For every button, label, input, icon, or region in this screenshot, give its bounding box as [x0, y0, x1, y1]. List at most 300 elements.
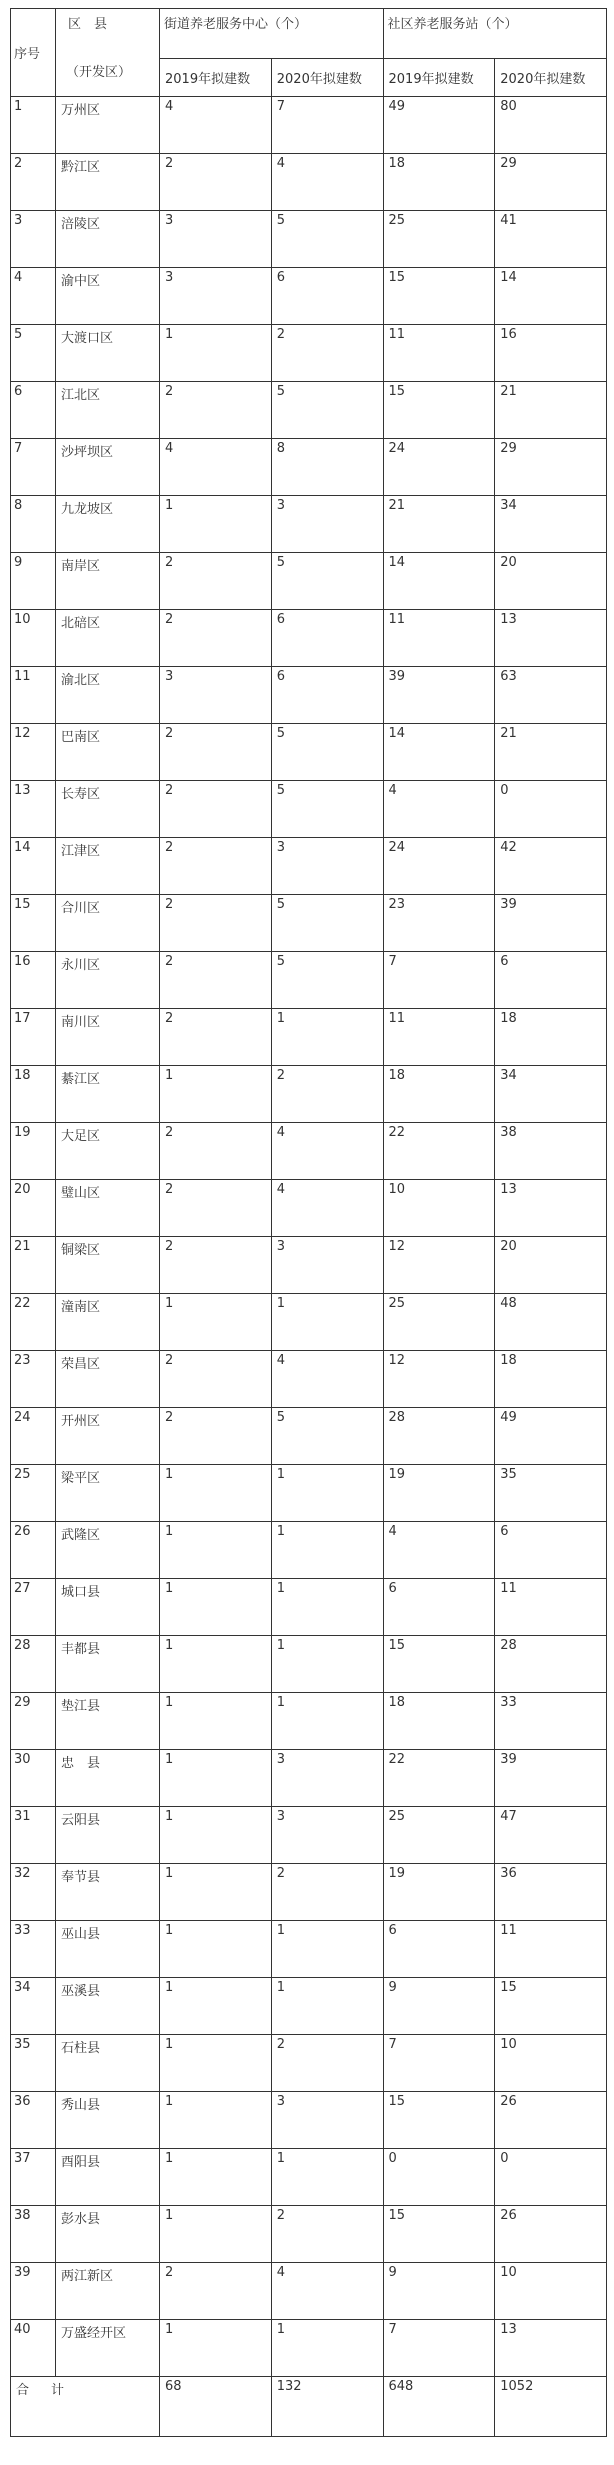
street-2020-cell: 4: [271, 1351, 383, 1408]
street-2019-cell: 1: [160, 1066, 272, 1123]
row-district-cell: 合川区: [56, 895, 160, 952]
community-2019-cell: 19: [383, 1864, 495, 1921]
street-2019-cell: 2: [160, 1351, 272, 1408]
row-district-cell: 两江新区: [56, 2263, 160, 2320]
total-community-2019: 648: [383, 2377, 495, 2437]
row-seq-cell: 38: [11, 2206, 56, 2263]
community-2019-header: 2019年拟建数: [383, 59, 495, 97]
street-2020-cell: 1: [271, 1522, 383, 1579]
row-district-cell: 开州区: [56, 1408, 160, 1465]
street-2020-cell: 8: [271, 439, 383, 496]
table-row: [11, 781, 607, 838]
table-row: [11, 1123, 607, 1180]
community-2019-cell: 11: [383, 610, 495, 667]
row-seq-cell: 20: [11, 1180, 56, 1237]
street-2020-cell: 5: [271, 895, 383, 952]
street-2019-cell: 1: [160, 1294, 272, 1351]
street-2020-cell: 1: [271, 2320, 383, 2377]
community-2019-cell: 25: [383, 211, 495, 268]
community-2019-cell: 24: [383, 838, 495, 895]
community-2020-cell: 34: [495, 496, 607, 553]
street-2020-cell: 1: [271, 1636, 383, 1693]
community-2020-cell: 20: [495, 553, 607, 610]
community-2019-cell: 7: [383, 952, 495, 1009]
street-2020-cell: 5: [271, 553, 383, 610]
street-2019-cell: 2: [160, 724, 272, 781]
community-2020-cell: 63: [495, 667, 607, 724]
street-2019-cell: 2: [160, 610, 272, 667]
street-2019-cell: 1: [160, 325, 272, 382]
table-row: [11, 1465, 607, 1522]
community-2019-cell: 15: [383, 2092, 495, 2149]
street-2020-cell: 6: [271, 667, 383, 724]
community-2019-cell: 9: [383, 1978, 495, 2035]
street-2019-cell: 2: [160, 1180, 272, 1237]
row-seq-cell: 32: [11, 1864, 56, 1921]
community-2020-cell: 6: [495, 1522, 607, 1579]
street-2020-cell: 1: [271, 1579, 383, 1636]
row-district-cell: 长寿区: [56, 781, 160, 838]
row-seq-cell: 13: [11, 781, 56, 838]
street-2019-cell: 3: [160, 667, 272, 724]
community-2020-cell: 11: [495, 1921, 607, 1978]
community-2019-cell: 14: [383, 724, 495, 781]
table-row: [11, 724, 607, 781]
table-row: [11, 1408, 607, 1465]
total-street-2020: 132: [271, 2377, 383, 2437]
street-2019-cell: 1: [160, 1465, 272, 1522]
table-container: [10, 8, 607, 2437]
table-row: [11, 1864, 607, 1921]
table-row: [11, 97, 607, 154]
street-2019-cell: 1: [160, 1579, 272, 1636]
street-2020-cell: 3: [271, 496, 383, 553]
community-2019-cell: 25: [383, 1294, 495, 1351]
row-seq-cell: 11: [11, 667, 56, 724]
row-seq-cell: 37: [11, 2149, 56, 2206]
district-header-line1: 区 县: [68, 17, 108, 32]
community-2019-cell: 11: [383, 325, 495, 382]
community-2019-cell: 14: [383, 553, 495, 610]
street-2020-cell: 3: [271, 1807, 383, 1864]
row-seq-cell: 21: [11, 1237, 56, 1294]
street-2020-cell: 5: [271, 382, 383, 439]
community-2020-cell: 13: [495, 2320, 607, 2377]
row-seq-cell: 28: [11, 1636, 56, 1693]
elderly-service-table: [10, 8, 607, 2437]
row-seq-cell: 26: [11, 1522, 56, 1579]
table-row: [11, 2320, 607, 2377]
street-center-header: 街道养老服务中心（个）: [160, 9, 384, 59]
row-seq-cell: 9: [11, 553, 56, 610]
row-district-cell: 城口县: [56, 1579, 160, 1636]
row-district-cell: 江津区: [56, 838, 160, 895]
street-2019-cell: 1: [160, 2092, 272, 2149]
row-seq-cell: 22: [11, 1294, 56, 1351]
table-row: [11, 2263, 607, 2320]
street-2020-cell: 1: [271, 1009, 383, 1066]
community-2020-cell: 26: [495, 2092, 607, 2149]
community-2020-cell: 16: [495, 325, 607, 382]
community-2020-cell: 26: [495, 2206, 607, 2263]
community-2020-cell: 6: [495, 952, 607, 1009]
street-2020-cell: 4: [271, 2263, 383, 2320]
community-2019-cell: 24: [383, 439, 495, 496]
row-district-cell: 丰都县: [56, 1636, 160, 1693]
community-2020-cell: 14: [495, 268, 607, 325]
street-2019-cell: 2: [160, 553, 272, 610]
row-seq-cell: 19: [11, 1123, 56, 1180]
community-2019-cell: 15: [383, 2206, 495, 2263]
table-row: [11, 1522, 607, 1579]
row-district-cell: 荣昌区: [56, 1351, 160, 1408]
community-2019-cell: 6: [383, 1579, 495, 1636]
community-2020-cell: 34: [495, 1066, 607, 1123]
table-row: [11, 1636, 607, 1693]
table-row: [11, 1294, 607, 1351]
street-2019-cell: 1: [160, 2320, 272, 2377]
row-district-cell: 巫山县: [56, 1921, 160, 1978]
street-2019-cell: 1: [160, 1693, 272, 1750]
table-row: [11, 1237, 607, 1294]
community-2019-cell: 23: [383, 895, 495, 952]
table-row: [11, 325, 607, 382]
district-header: [56, 9, 160, 97]
community-2019-cell: 7: [383, 2035, 495, 2092]
row-seq-cell: 24: [11, 1408, 56, 1465]
community-2019-cell: 18: [383, 1066, 495, 1123]
street-2019-cell: 2: [160, 154, 272, 211]
street-2020-cell: 4: [271, 154, 383, 211]
community-2019-cell: 4: [383, 1522, 495, 1579]
row-district-cell: 垫江县: [56, 1693, 160, 1750]
table-row: [11, 667, 607, 724]
community-2019-cell: 7: [383, 2320, 495, 2377]
row-seq-cell: 36: [11, 2092, 56, 2149]
table-row: [11, 496, 607, 553]
row-seq-cell: 39: [11, 2263, 56, 2320]
table-row: [11, 211, 607, 268]
row-district-cell: 云阳县: [56, 1807, 160, 1864]
table-row: [11, 2149, 607, 2206]
community-2020-cell: 0: [495, 781, 607, 838]
table-row: [11, 1351, 607, 1408]
street-2020-cell: 3: [271, 1750, 383, 1807]
street-2020-cell: 6: [271, 610, 383, 667]
table-row: [11, 1978, 607, 2035]
street-2019-cell: 2: [160, 1408, 272, 1465]
community-2020-cell: 39: [495, 1750, 607, 1807]
table-row: [11, 1009, 607, 1066]
table-row: [11, 268, 607, 325]
community-2019-cell: 39: [383, 667, 495, 724]
community-2020-cell: 42: [495, 838, 607, 895]
row-district-cell: 秀山县: [56, 2092, 160, 2149]
community-2019-cell: 15: [383, 382, 495, 439]
community-2019-cell: 21: [383, 496, 495, 553]
street-2019-cell: 2: [160, 382, 272, 439]
total-row: [11, 2377, 607, 2437]
row-seq-cell: 15: [11, 895, 56, 952]
community-2019-cell: 28: [383, 1408, 495, 1465]
table-row: [11, 553, 607, 610]
community-2020-cell: 33: [495, 1693, 607, 1750]
street-2020-cell: 1: [271, 2149, 383, 2206]
community-2019-cell: 4: [383, 781, 495, 838]
row-district-cell: 彭水县: [56, 2206, 160, 2263]
street-2020-cell: 1: [271, 1921, 383, 1978]
street-2019-cell: 2: [160, 2263, 272, 2320]
street-2020-cell: 1: [271, 1978, 383, 2035]
community-2019-cell: 22: [383, 1750, 495, 1807]
street-2019-cell: 1: [160, 1807, 272, 1864]
row-district-cell: 奉节县: [56, 1864, 160, 1921]
row-seq-cell: 4: [11, 268, 56, 325]
row-district-cell: 涪陵区: [56, 211, 160, 268]
community-2020-cell: 29: [495, 154, 607, 211]
community-2020-cell: 21: [495, 724, 607, 781]
street-2020-cell: 4: [271, 1180, 383, 1237]
row-district-cell: 武隆区: [56, 1522, 160, 1579]
community-2019-cell: 15: [383, 268, 495, 325]
row-district-cell: 铜梁区: [56, 1237, 160, 1294]
community-2019-cell: 19: [383, 1465, 495, 1522]
row-seq-cell: 3: [11, 211, 56, 268]
street-2020-cell: 2: [271, 1066, 383, 1123]
table-row: [11, 1921, 607, 1978]
street-2019-cell: 2: [160, 781, 272, 838]
community-2020-cell: 48: [495, 1294, 607, 1351]
street-2020-cell: 3: [271, 2092, 383, 2149]
table-row: [11, 439, 607, 496]
row-district-cell: 忠 县: [56, 1750, 160, 1807]
row-district-cell: 巴南区: [56, 724, 160, 781]
street-2019-cell: 1: [160, 1864, 272, 1921]
community-2020-cell: 39: [495, 895, 607, 952]
street-2020-cell: 2: [271, 2206, 383, 2263]
street-2019-cell: 1: [160, 2149, 272, 2206]
table-row: [11, 952, 607, 1009]
street-2020-cell: 5: [271, 211, 383, 268]
row-district-cell: 綦江区: [56, 1066, 160, 1123]
community-2020-header: 2020年拟建数: [495, 59, 607, 97]
total-community-2020: 1052: [495, 2377, 607, 2437]
community-2019-cell: 9: [383, 2263, 495, 2320]
row-seq-cell: 30: [11, 1750, 56, 1807]
table-row: [11, 1180, 607, 1237]
street-2020-cell: 5: [271, 952, 383, 1009]
row-district-cell: 石柱县: [56, 2035, 160, 2092]
community-2020-cell: 49: [495, 1408, 607, 1465]
row-district-cell: 永川区: [56, 952, 160, 1009]
community-2019-cell: 11: [383, 1009, 495, 1066]
street-2019-cell: 1: [160, 1921, 272, 1978]
street-2020-cell: 2: [271, 2035, 383, 2092]
street-2019-cell: 2: [160, 895, 272, 952]
table-row: [11, 2092, 607, 2149]
row-district-cell: 酉阳县: [56, 2149, 160, 2206]
community-2020-cell: 28: [495, 1636, 607, 1693]
street-2019-cell: 3: [160, 211, 272, 268]
row-seq-cell: 12: [11, 724, 56, 781]
street-2020-cell: 3: [271, 838, 383, 895]
community-2019-cell: 15: [383, 1636, 495, 1693]
row-district-cell: 江北区: [56, 382, 160, 439]
row-seq-cell: 34: [11, 1978, 56, 2035]
street-2020-cell: 4: [271, 1123, 383, 1180]
community-2020-cell: 13: [495, 1180, 607, 1237]
community-2020-cell: 15: [495, 1978, 607, 2035]
street-2020-cell: 5: [271, 781, 383, 838]
row-seq-cell: 33: [11, 1921, 56, 1978]
row-seq-cell: 14: [11, 838, 56, 895]
street-2020-cell: 2: [271, 1864, 383, 1921]
row-seq-cell: 40: [11, 2320, 56, 2377]
street-2019-cell: 2: [160, 1123, 272, 1180]
street-2019-cell: 4: [160, 97, 272, 154]
community-2019-cell: 18: [383, 154, 495, 211]
row-seq-cell: 23: [11, 1351, 56, 1408]
row-district-cell: 巫溪县: [56, 1978, 160, 2035]
community-2020-cell: 80: [495, 97, 607, 154]
street-2019-cell: 2: [160, 1009, 272, 1066]
street-2020-cell: 3: [271, 1237, 383, 1294]
community-station-header: 社区养老服务站（个）: [383, 9, 607, 59]
row-district-cell: 潼南区: [56, 1294, 160, 1351]
row-seq-cell: 2: [11, 154, 56, 211]
table-row: [11, 1750, 607, 1807]
row-district-cell: 璧山区: [56, 1180, 160, 1237]
community-2020-cell: 35: [495, 1465, 607, 1522]
community-2019-cell: 49: [383, 97, 495, 154]
street-2019-cell: 1: [160, 1978, 272, 2035]
community-2020-cell: 41: [495, 211, 607, 268]
row-district-cell: 渝中区: [56, 268, 160, 325]
row-district-cell: 梁平区: [56, 1465, 160, 1522]
row-seq-cell: 31: [11, 1807, 56, 1864]
street-2019-cell: 2: [160, 1237, 272, 1294]
table-row: [11, 838, 607, 895]
community-2019-cell: 6: [383, 1921, 495, 1978]
table-row: [11, 2206, 607, 2263]
district-header-line2: （开发区）: [66, 65, 132, 80]
row-seq-cell: 7: [11, 439, 56, 496]
table-row: [11, 1579, 607, 1636]
row-district-cell: 沙坪坝区: [56, 439, 160, 496]
community-2019-cell: 25: [383, 1807, 495, 1864]
row-seq-cell: 1: [11, 97, 56, 154]
community-2019-cell: 0: [383, 2149, 495, 2206]
community-2020-cell: 18: [495, 1351, 607, 1408]
table-row: [11, 895, 607, 952]
street-2020-cell: 6: [271, 268, 383, 325]
row-district-cell: 大足区: [56, 1123, 160, 1180]
community-2020-cell: 36: [495, 1864, 607, 1921]
street-2020-cell: 7: [271, 97, 383, 154]
table-row: [11, 2035, 607, 2092]
table-row: [11, 1693, 607, 1750]
row-district-cell: 大渡口区: [56, 325, 160, 382]
row-seq-cell: 17: [11, 1009, 56, 1066]
street-2020-cell: 5: [271, 1408, 383, 1465]
row-seq-cell: 27: [11, 1579, 56, 1636]
community-2020-cell: 11: [495, 1579, 607, 1636]
table-row: [11, 382, 607, 439]
community-2019-cell: 10: [383, 1180, 495, 1237]
community-2020-cell: 38: [495, 1123, 607, 1180]
row-district-cell: 南川区: [56, 1009, 160, 1066]
street-2020-cell: 5: [271, 724, 383, 781]
street-2020-cell: 1: [271, 1294, 383, 1351]
street-2020-cell: 1: [271, 1465, 383, 1522]
row-seq-cell: 18: [11, 1066, 56, 1123]
row-district-cell: 黔江区: [56, 154, 160, 211]
community-2020-cell: 47: [495, 1807, 607, 1864]
row-district-cell: 万盛经开区: [56, 2320, 160, 2377]
community-2020-cell: 0: [495, 2149, 607, 2206]
community-2019-cell: 22: [383, 1123, 495, 1180]
community-2019-cell: 12: [383, 1237, 495, 1294]
row-seq-cell: 8: [11, 496, 56, 553]
community-2019-cell: 18: [383, 1693, 495, 1750]
street-2019-cell: 1: [160, 2035, 272, 2092]
street-2019-cell: 1: [160, 1636, 272, 1693]
community-2019-cell: 12: [383, 1351, 495, 1408]
street-2019-cell: 2: [160, 838, 272, 895]
row-seq-cell: 16: [11, 952, 56, 1009]
street-2019-cell: 1: [160, 1750, 272, 1807]
total-label: [11, 2377, 160, 2437]
row-seq-cell: 10: [11, 610, 56, 667]
row-district-cell: 南岸区: [56, 553, 160, 610]
community-2020-cell: 13: [495, 610, 607, 667]
community-2020-cell: 18: [495, 1009, 607, 1066]
community-2020-cell: 21: [495, 382, 607, 439]
community-2020-cell: 29: [495, 439, 607, 496]
row-district-cell: 北碚区: [56, 610, 160, 667]
row-seq-cell: 35: [11, 2035, 56, 2092]
table-row: [11, 1807, 607, 1864]
seq-header: 序号: [11, 9, 56, 97]
street-2019-cell: 3: [160, 268, 272, 325]
header-row: [11, 9, 607, 59]
row-district-cell: 万州区: [56, 97, 160, 154]
community-2020-cell: 10: [495, 2035, 607, 2092]
street-2020-cell: 1: [271, 1693, 383, 1750]
street-2019-cell: 1: [160, 2206, 272, 2263]
table-row: [11, 610, 607, 667]
row-seq-cell: 6: [11, 382, 56, 439]
row-seq-cell: 29: [11, 1693, 56, 1750]
row-district-cell: 九龙坡区: [56, 496, 160, 553]
street-2019-cell: 4: [160, 439, 272, 496]
street-2020-cell: 2: [271, 325, 383, 382]
street-2020-header: 2020年拟建数: [271, 59, 383, 97]
community-2020-cell: 10: [495, 2263, 607, 2320]
total-label-text: 合计: [16, 2383, 87, 2398]
table-row: [11, 1066, 607, 1123]
street-2019-cell: 2: [160, 952, 272, 1009]
table-row: [11, 154, 607, 211]
total-street-2019: 68: [160, 2377, 272, 2437]
street-2019-header: 2019年拟建数: [160, 59, 272, 97]
row-seq-cell: 5: [11, 325, 56, 382]
row-seq-cell: 25: [11, 1465, 56, 1522]
community-2020-cell: 20: [495, 1237, 607, 1294]
street-2019-cell: 1: [160, 496, 272, 553]
row-district-cell: 渝北区: [56, 667, 160, 724]
street-2019-cell: 1: [160, 1522, 272, 1579]
